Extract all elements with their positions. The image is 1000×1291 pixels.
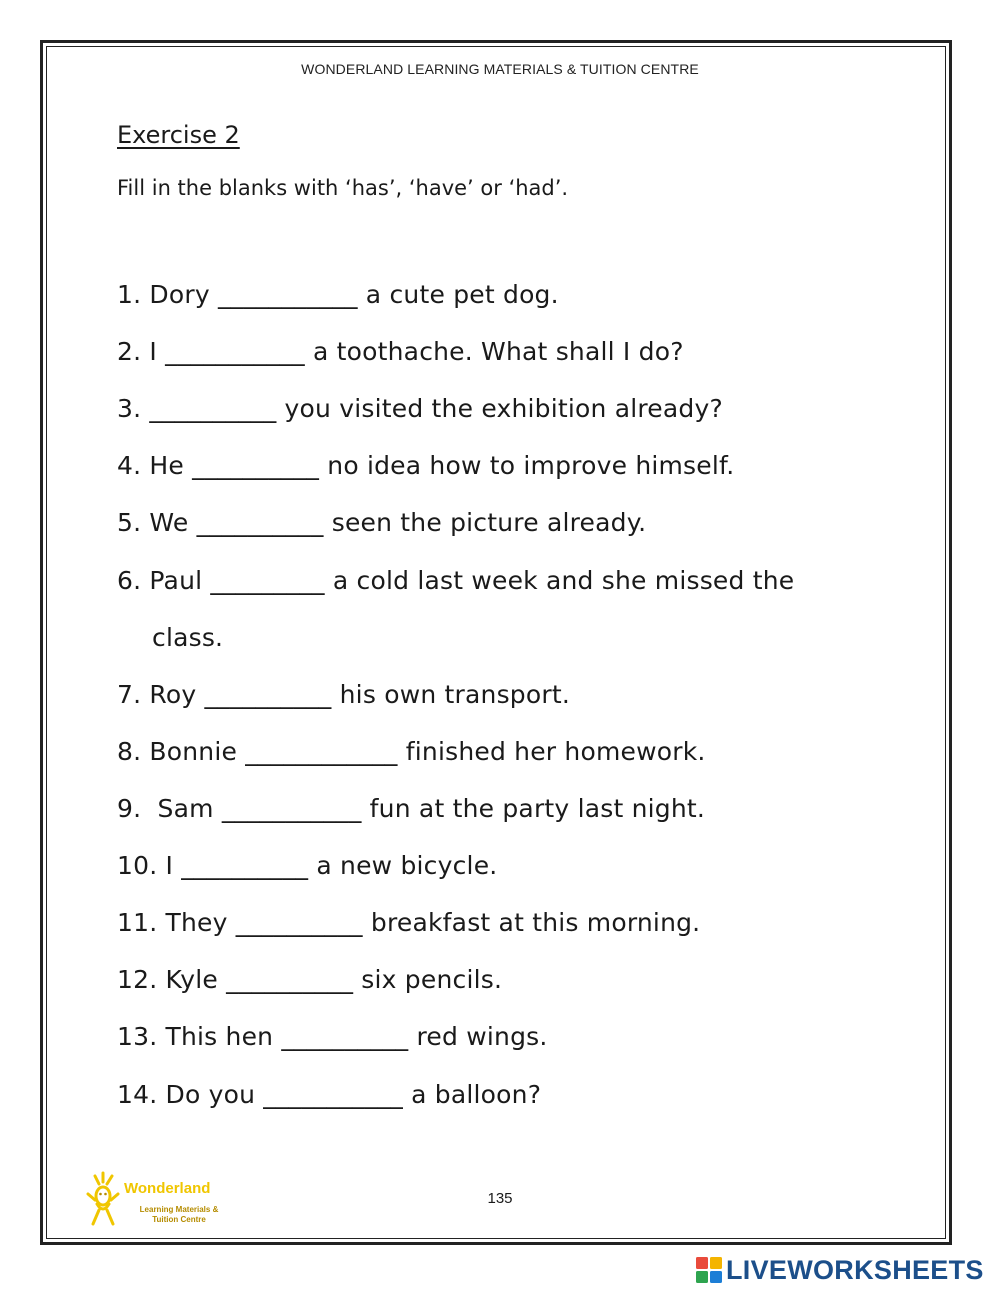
question-13: 13. This hen __________ red wings. [117, 1022, 548, 1051]
liveworksheets-logo-icon [696, 1257, 722, 1283]
liveworksheets-watermark[interactable] [696, 1255, 984, 1285]
question-12: 12. Kyle __________ six pencils. [117, 965, 503, 994]
question-3: 3. __________ you visited the exhibition already? [117, 394, 723, 423]
question-4: 4. He __________ no idea how to improve himself. [117, 451, 735, 480]
question-11: 11. They __________ breakfast at this morning. [117, 908, 701, 937]
exercise-instruction: Fill in the blanks with ‘has’, ‘have’ or ‘had’. [117, 176, 569, 200]
question-6-continuation: class. [152, 623, 224, 652]
liveworksheets-text: LIVEWORKSHEETS [726, 1254, 984, 1285]
question-2: 2. I ___________ a toothache. What shall I do? [117, 337, 684, 366]
logo-wordmark: Wonderland [124, 1180, 211, 1197]
question-10: 10. I __________ a new bicycle. [117, 851, 498, 880]
header-org-name: WONDERLAND LEARNING MATERIALS & TUITION CENTRE [301, 61, 699, 77]
question-5: 5. We __________ seen the picture already. [117, 508, 647, 537]
question-9: 9. Sam ___________ fun at the party last night. [117, 794, 706, 823]
question-6: 6. Paul _________ a cold last week and she missed the [117, 566, 795, 595]
logo-subtitle [124, 1205, 234, 1225]
question-14: 14. Do you ___________ a balloon? [117, 1080, 542, 1109]
question-7: 7. Roy __________ his own transport. [117, 680, 570, 709]
question-8: 8. Bonnie ____________ finished her homework. [117, 737, 706, 766]
page-number: 135 [487, 1190, 513, 1207]
question-1: 1. Dory ___________ a cute pet dog. [117, 280, 559, 309]
logo-subtitle-line1: Learning Materials & [139, 1205, 219, 1214]
exercise-title: Exercise 2 [117, 121, 240, 149]
logo-subtitle-line2: Tuition Centre [152, 1215, 206, 1224]
